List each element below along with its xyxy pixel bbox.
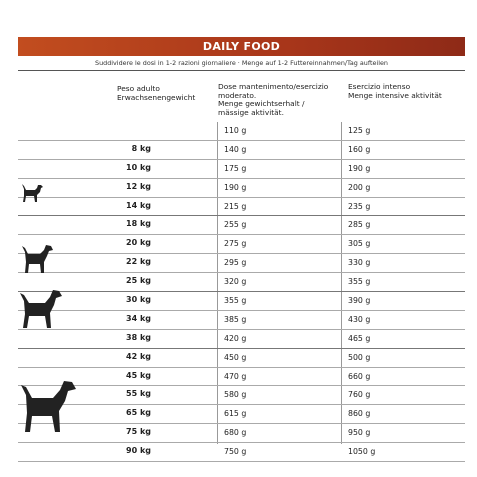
table-row (18, 424, 465, 443)
intense-dose-cell: 330 g (348, 258, 371, 268)
intense-dose-cell: 305 g (348, 239, 371, 249)
moderate-dose-cell: 680 g (224, 428, 247, 438)
header-bar (18, 37, 465, 56)
table-row (18, 311, 465, 330)
weight-cell: 20 kg (126, 238, 151, 248)
table-row (18, 216, 465, 235)
col-head-moderate (218, 83, 328, 117)
intense-dose-cell: 950 g (348, 428, 371, 438)
weight-cell: 38 kg (126, 332, 151, 342)
intense-dose-cell: 355 g (348, 277, 371, 287)
weight-cell: 55 kg (126, 389, 151, 399)
col-head-moderate-line-4: mässige aktivität. (218, 107, 284, 117)
table-row (18, 386, 465, 405)
moderate-dose-cell: 190 g (224, 182, 247, 192)
weight-cell: 34 kg (126, 313, 151, 323)
col-head-moderate-line-1: Dose mantenimento/esercizio (218, 82, 329, 91)
moderate-dose-cell: 110 g (224, 126, 247, 135)
col-head-moderate-line-2: moderato. (218, 90, 257, 100)
weight-cell: 65 kg (126, 408, 151, 418)
moderate-dose-cell: 320 g (224, 277, 247, 287)
table-row (18, 292, 465, 311)
weight-cell: 8 kg (131, 143, 151, 153)
weight-cell: 22 kg (126, 257, 151, 267)
table-body (18, 122, 465, 462)
intense-dose-cell: 390 g (348, 296, 371, 306)
table-row (18, 235, 465, 254)
moderate-dose-cell: 275 g (224, 239, 247, 249)
moderate-dose-cell: 385 g (224, 314, 247, 324)
intense-dose-cell: 200 g (348, 182, 371, 192)
col-head-moderate-line-3: Menge gewichtserhalt / (218, 99, 305, 108)
weight-cell: 90 kg (126, 446, 151, 456)
daily-food-table (18, 37, 465, 457)
col-head-weight (117, 85, 195, 102)
col-head-weight-line-2: Erwachsenengewicht (117, 92, 196, 102)
moderate-dose-cell: 420 g (224, 333, 247, 343)
small-dog-icon (20, 181, 44, 203)
large-dog-icon (18, 287, 64, 329)
medium-dog-icon (20, 242, 54, 274)
moderate-dose-cell: 140 g (224, 144, 247, 154)
table-row (18, 141, 465, 160)
moderate-dose-cell: 255 g (224, 220, 247, 230)
moderate-dose-cell: 175 g (224, 163, 247, 173)
intense-dose-cell: 760 g (348, 390, 371, 400)
table-row (18, 179, 465, 198)
table-title: DAILY FOOD (202, 40, 281, 53)
col-head-intense-line-2: Menge intensive aktivität (348, 90, 442, 100)
col-head-weight-line-1: Peso adulto (117, 84, 160, 93)
intense-dose-cell: 1050 g (348, 447, 376, 457)
weight-cell: 10 kg (126, 162, 151, 172)
intense-dose-cell: 190 g (348, 163, 371, 173)
weight-cell: 25 kg (126, 276, 151, 286)
intense-dose-cell: 465 g (348, 333, 371, 343)
intense-dose-cell: 125 g (348, 126, 371, 135)
table-row (18, 330, 465, 349)
moderate-dose-cell: 355 g (224, 296, 247, 306)
table-row (18, 405, 465, 424)
table-row (18, 160, 465, 179)
moderate-dose-cell: 750 g (224, 447, 247, 457)
table-row (18, 368, 465, 387)
moderate-dose-cell: 215 g (224, 201, 247, 211)
weight-cell: 30 kg (126, 295, 151, 305)
table-row (18, 443, 465, 462)
col-head-intense-line-1: Esercizio intenso (348, 82, 411, 91)
intense-dose-cell: 235 g (348, 201, 371, 211)
table-row (18, 349, 465, 368)
intense-dose-cell: 500 g (348, 352, 371, 362)
weight-cell: 42 kg (126, 351, 151, 361)
weight-cell: 14 kg (126, 200, 151, 210)
col-head-intense (348, 83, 442, 100)
moderate-dose-cell: 615 g (224, 409, 247, 419)
moderate-dose-cell: 580 g (224, 390, 247, 400)
weight-cell: 75 kg (126, 427, 151, 437)
intense-dose-cell: 285 g (348, 220, 371, 230)
giant-dog-icon (18, 377, 78, 433)
table-row (18, 198, 465, 217)
intense-dose-cell: 160 g (348, 144, 371, 154)
table-row (18, 254, 465, 273)
intense-dose-cell: 860 g (348, 409, 371, 419)
table-row (18, 273, 465, 292)
moderate-dose-cell: 295 g (224, 258, 247, 268)
moderate-dose-cell: 450 g (224, 352, 247, 362)
intense-dose-cell: 430 g (348, 314, 371, 324)
weight-cell: 12 kg (126, 181, 151, 191)
subtitle: Suddividere le dosi in 1-2 razioni giornaliere · Menge auf 1-2 Futtereinnahmen/Tag aufteilen (18, 56, 465, 71)
weight-cell: 18 kg (126, 219, 151, 229)
intense-dose-cell: 660 g (348, 371, 371, 381)
moderate-dose-cell: 470 g (224, 371, 247, 381)
table-row (18, 122, 465, 141)
weight-cell: 45 kg (126, 370, 151, 380)
